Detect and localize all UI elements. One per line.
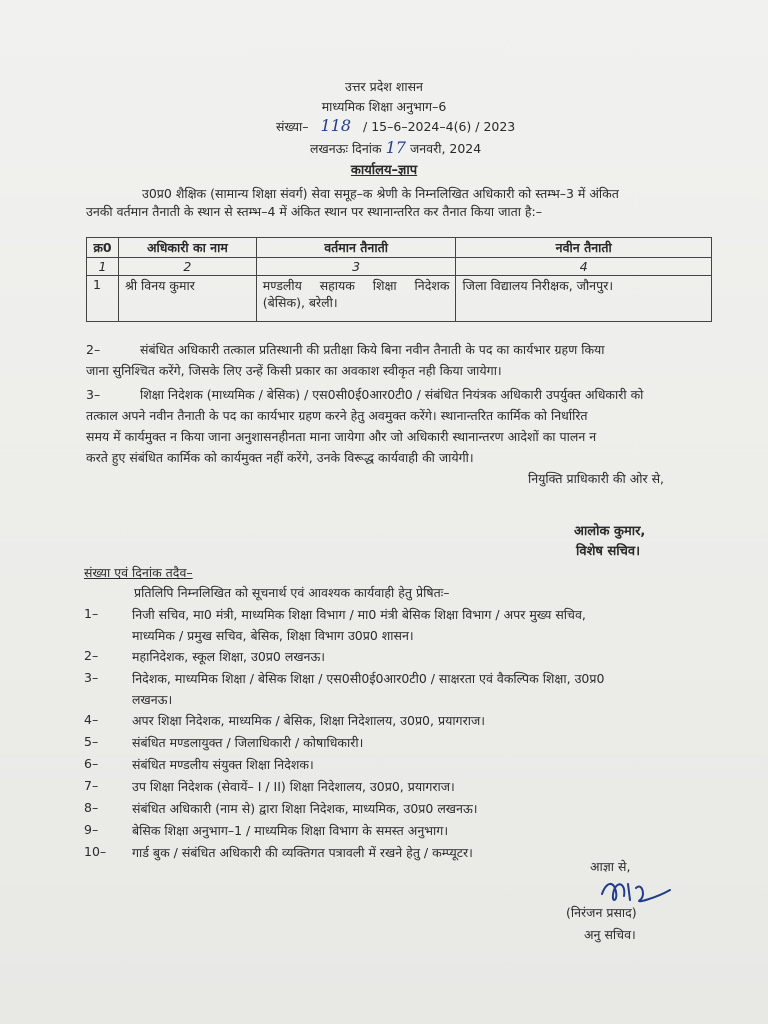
col-header-current-posting: वर्तमान तैनाती <box>256 238 456 258</box>
list-text: संबंधित अधिकारी (नाम से) द्वारा शिक्षा निदेशक, माध्यमिक, उ0प्र0 लखनऊ। <box>132 801 478 816</box>
cell-new-posting: जिला विद्यालय निरीक्षक, जौनपुर। <box>456 276 712 322</box>
list-number: 5– <box>84 734 99 749</box>
list-text: निजी सचिव, मा0 मंत्री, माध्यमिक शिक्षा विभाग / मा0 मंत्री बेसिक शिक्षा विभाग / अपर मुख्य सचिव, <box>132 607 586 622</box>
department-name: माध्यमिक शिक्षा अनुभाग–6 <box>321 99 447 114</box>
date-prefix: लखनऊः दिनांक <box>310 141 382 156</box>
intro-line: उ0प्र0 शैक्षिक (सामान्य शिक्षा संवर्ग) सेवा समूह–क श्रेणी के निम्नलिखित अधिकारी को स्तम्भ–3 में अंकित <box>142 186 619 201</box>
list-text: माध्यमिक / प्रमुख सचिव, बेसिक, शिक्षा विभाग उ0प्र0 शासन। <box>132 628 414 643</box>
list-text: उप शिक्षा निदेशक (सेवायें– I / II) शिक्षा निदेशालय, उ0प्र0, प्रयागराज। <box>132 779 455 794</box>
reference-label: संख्या– <box>276 119 309 134</box>
list-text: लखनऊ। <box>132 692 173 707</box>
signatory-2-name: (निरंजन प्रसाद) <box>566 905 637 920</box>
paragraph-3 <box>86 384 643 468</box>
handwritten-number: 118 <box>320 116 352 135</box>
col-number: 4 <box>456 258 712 276</box>
date-line <box>310 138 481 157</box>
list-number: 6– <box>84 756 99 771</box>
memo-title: कार्यालय–ज्ञाप <box>350 163 418 178</box>
cell-current-posting: मण्डलीय सहायक शिक्षा निदेशक (बेसिक), बरेली। <box>256 276 456 322</box>
paragraph-3-line: तत्काल अपने नवीन तैनाती के पद का कार्यभार ग्रहण करने हेतु अवमुक्त करेंगे। स्थानान्तरित कार्मिक को निर्धारित <box>86 408 588 423</box>
list-text: बेसिक शिक्षा अनुभाग–1 / माध्यमिक शिक्षा विभाग के समस्त अनुभाग। <box>132 823 449 838</box>
copy-heading: संख्या एवं दिनांक तदैव– <box>84 565 193 580</box>
table-header-row <box>87 238 712 258</box>
reference-rest: / 15–6–2024–4(6) / 2023 <box>363 119 516 134</box>
paragraph-2 <box>86 339 605 381</box>
cell-officer-name: श्री विनय कुमार <box>118 276 256 322</box>
signatory-name: आलोक कुमार, <box>574 524 646 539</box>
copy-intro: प्रतिलिपि निम्नलिखित को सूचनार्थ एवं आवश्यक कार्यवाही हेतु प्रेषितः– <box>134 585 450 600</box>
list-text: गार्ड बुक / संबंधित अधिकारी की व्यक्तिगत पत्रावली में रखने हेतु / कम्प्यूटर। <box>132 845 473 860</box>
table-column-number-row <box>87 258 712 276</box>
government-name: उत्तर प्रदेश शासन <box>345 79 423 94</box>
order-prefix: आज्ञा से, <box>590 859 631 874</box>
col-header-officer-name: अधिकारी का नाम <box>118 238 256 258</box>
intro-line: उनकी वर्तमान तैनाती के स्थान से स्तम्भ–4 में अंकित स्थान पर स्थानान्तरित कर तैनात किया जाता है:– <box>86 204 543 219</box>
transfer-table <box>86 237 712 322</box>
list-number: 7– <box>84 778 99 793</box>
paragraph-3-line: करते हुए संबंधित कार्मिक को कार्यमुक्त नहीं करेंगे, उनके विरूद्ध कार्यवाही की जायेगी। <box>86 450 474 465</box>
col-number: 2 <box>118 258 256 276</box>
authority-line: नियुक्ति प्राधिकारी की ओर से, <box>528 471 665 486</box>
reference-number-line <box>276 116 515 135</box>
signatory-designation: विशेष सचिव। <box>576 544 641 559</box>
date-suffix: जनवरी, 2024 <box>409 141 482 156</box>
list-number: 4– <box>84 712 99 727</box>
list-text: संबंधित मण्डलीय संयुक्त शिक्षा निदेशक। <box>132 757 314 772</box>
paragraph-2-line: जाना सुनिश्चित करेंगे, जिसके लिए उन्हें किसी प्रकार का अवकाश स्वीकृत नही किया जायेगा। <box>86 363 502 378</box>
col-header-new-posting: नवीन तैनाती <box>456 238 712 258</box>
table-row <box>87 276 712 322</box>
list-number: 1– <box>84 606 99 621</box>
cell-serial: 1 <box>87 276 119 322</box>
paragraph-3-number: 3– <box>86 387 101 402</box>
handwritten-date: 17 <box>385 138 406 157</box>
list-text: संबंधित मण्डलायुक्त / जिलाधिकारी / कोषाधिकारी। <box>132 735 364 750</box>
paragraph-2-number: 2– <box>86 342 101 357</box>
paragraph-2-line: संबंधित अधिकारी तत्काल प्रतिस्थानी की प्रतीक्षा किये बिना नवीन तैनाती के पद का कार्यभार ग्रहण किया <box>140 342 605 357</box>
col-number: 3 <box>256 258 456 276</box>
list-number: 8– <box>84 800 99 815</box>
paragraph-3-line: समय में कार्यमुक्त न किया जाना अनुशासनहीनता माना जायेगा और जो अधिकारी स्थानान्तरण आदेशों का पालन न <box>86 429 597 444</box>
list-number: 9– <box>84 822 99 837</box>
list-number: 3– <box>84 670 99 685</box>
signatory-2-designation: अनु सचिव। <box>584 927 636 942</box>
paragraph-3-line: शिक्षा निदेशक (माध्यमिक / बेसिक) / एस0सी0ई0आर0टी0 / संबंधित नियंत्रक अधिकारी उपर्युक्त अधिकारी को <box>140 387 644 402</box>
intro-paragraph <box>86 183 619 222</box>
col-header-serial: क्र0 <box>87 238 119 258</box>
list-text: अपर शिक्षा निदेशक, माध्यमिक / बेसिक, शिक्षा निदेशालय, उ0प्र0, प्रयागराज। <box>132 713 485 728</box>
list-text: महानिदेशक, स्कूल शिक्षा, उ0प्र0 लखनऊ। <box>132 649 326 664</box>
list-number: 10– <box>84 844 107 859</box>
col-number: 1 <box>87 258 119 276</box>
list-number: 2– <box>84 648 99 663</box>
list-text: निदेशक, माध्यमिक शिक्षा / बेसिक शिक्षा / एस0सी0ई0आर0टी0 / साक्षरता एवं वैकल्पिक शिक्षा, उ0प्र0 <box>132 671 605 686</box>
